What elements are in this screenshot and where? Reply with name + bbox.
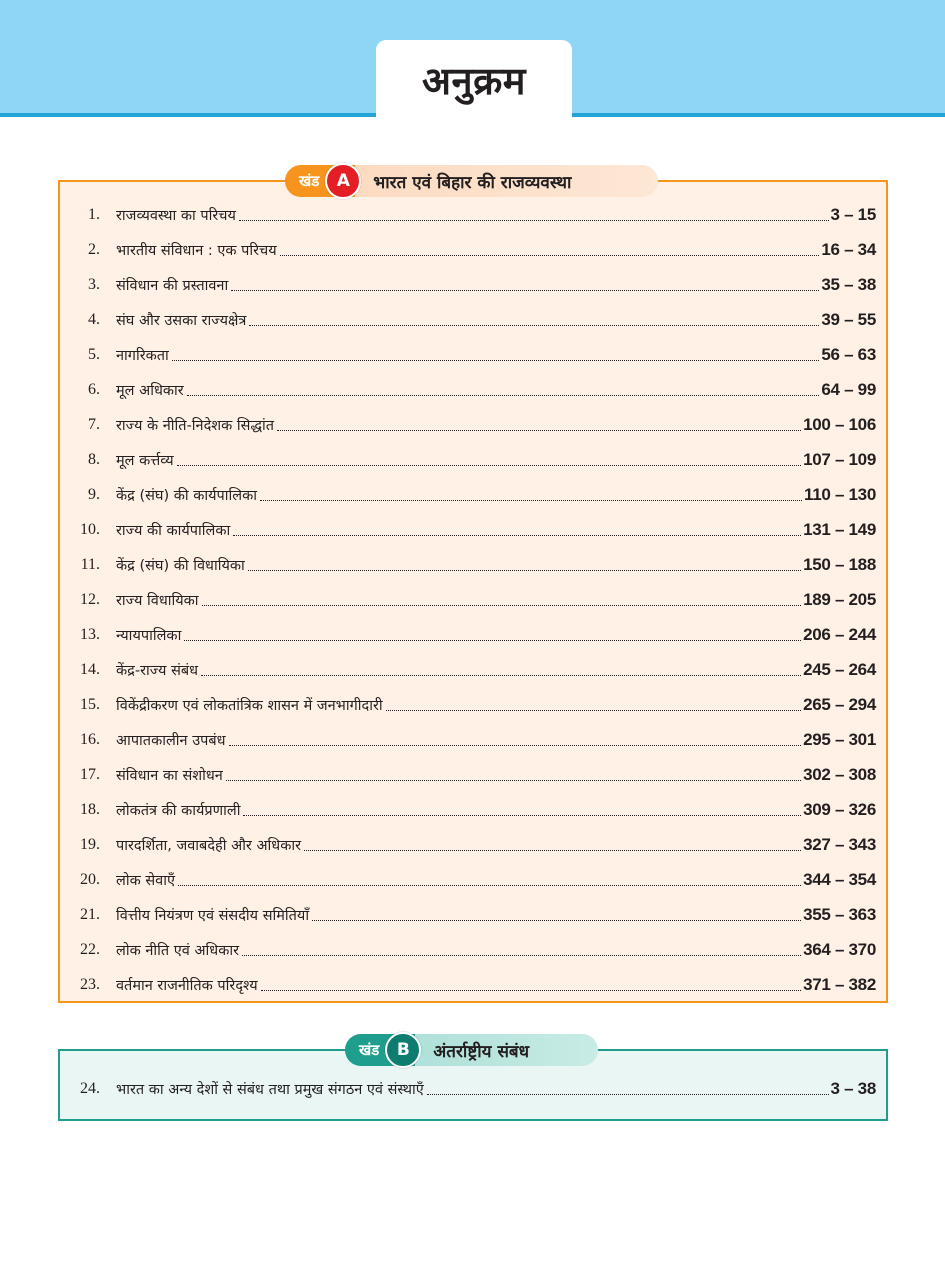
toc-entry-pages: 3 – 15 (830, 204, 876, 224)
toc-entry[interactable] (60, 862, 886, 897)
toc-entry[interactable] (60, 302, 886, 337)
toc-entry[interactable] (60, 512, 886, 547)
toc-entry-number: 4. (88, 310, 100, 328)
toc-entry-number: 15. (80, 695, 100, 713)
toc-entry-pages: 150 – 188 (803, 554, 876, 574)
section-b-header (345, 1034, 598, 1066)
section-a-header (285, 165, 658, 197)
toc-entry-title: भारतीय संविधान : एक परिचय (116, 242, 277, 259)
dot-leader (202, 605, 802, 606)
toc-entry-number: 23. (80, 975, 100, 993)
toc-entry[interactable] (60, 617, 886, 652)
toc-entry-pages: 100 – 106 (803, 414, 876, 434)
toc-entry-number: 16. (80, 730, 100, 748)
section-b-letter-badge: B (385, 1032, 421, 1068)
page-title: अनुक्रम (421, 59, 527, 103)
toc-entry-title: केंद्र (संघ) की कार्यपालिका (116, 487, 258, 504)
toc-entry[interactable] (60, 547, 886, 582)
toc-entry-title: लोकतंत्र की कार्यप्रणाली (116, 802, 241, 819)
dot-leader (304, 850, 801, 851)
toc-entry-pages: 3 – 38 (830, 1078, 876, 1098)
toc-entry[interactable] (60, 652, 886, 687)
toc-entry[interactable] (60, 267, 886, 302)
toc-entry-pages: 245 – 264 (803, 659, 876, 679)
dot-leader (187, 395, 820, 396)
toc-entry-pages: 131 – 149 (803, 519, 876, 539)
toc-entry-number: 7. (88, 415, 100, 433)
toc-entry-title: न्यायपालिका (116, 627, 182, 644)
toc-entry-number: 20. (80, 870, 100, 888)
toc-entry-number: 1. (88, 205, 100, 223)
toc-entry[interactable] (60, 337, 886, 372)
toc-entry-pages: 364 – 370 (803, 939, 876, 959)
toc-entry-title: आपातकालीन उपबंध (116, 732, 226, 749)
toc-entry-title: मूल अधिकार (116, 382, 184, 399)
section-b-khand-label: खंड (345, 1034, 415, 1066)
toc-entry-pages: 265 – 294 (803, 694, 876, 714)
toc-entry[interactable] (60, 897, 886, 932)
dot-leader (280, 255, 820, 256)
dot-leader (277, 430, 801, 431)
toc-entry-title: राजव्यवस्था का परिचय (116, 207, 236, 224)
toc-entry-number: 11. (80, 555, 100, 573)
section-a-letter-badge: A (325, 163, 361, 199)
dot-leader (248, 570, 801, 571)
dot-leader (226, 780, 801, 781)
dot-leader (242, 955, 801, 956)
toc-entry-pages: 107 – 109 (803, 449, 876, 469)
toc-entry-pages: 16 – 34 (821, 239, 876, 259)
toc-entry-pages: 189 – 205 (803, 589, 876, 609)
toc-entry-number: 22. (80, 940, 100, 958)
toc-entry-number: 12. (80, 590, 100, 608)
toc-entry-pages: 302 – 308 (803, 764, 876, 784)
toc-entry-number: 3. (88, 275, 100, 293)
toc-entry-title: भारत का अन्य देशों से संबंध तथा प्रमुख संगठन एवं संस्थाएँ (116, 1081, 424, 1098)
toc-entry-title: लोक सेवाएँ (116, 872, 175, 889)
dot-leader (229, 745, 801, 746)
dot-leader (233, 535, 801, 536)
dot-leader (427, 1094, 829, 1095)
toc-entry-pages: 110 – 130 (804, 484, 876, 504)
toc-entry-number: 8. (88, 450, 100, 468)
toc-entry-title: राज्य विधायिका (116, 592, 199, 609)
toc-entry-number: 5. (88, 345, 100, 363)
toc-entry-title: वर्तमान राजनीतिक परिदृश्य (116, 977, 258, 994)
toc-entry-title: विकेंद्रीकरण एवं लोकतांत्रिक शासन में जनभागीदारी (116, 697, 383, 714)
toc-entry-number: 2. (88, 240, 100, 258)
dot-leader (177, 465, 801, 466)
toc-entry[interactable] (60, 1071, 886, 1106)
toc-entry[interactable] (60, 582, 886, 617)
title-tab (376, 40, 572, 122)
toc-entry[interactable] (60, 477, 886, 512)
section-b-title: अंतर्राष्ट्रीय संबंध (433, 1041, 530, 1062)
toc-entry-number: 14. (80, 660, 100, 678)
toc-entry-number: 13. (80, 625, 100, 643)
toc-entry[interactable] (60, 827, 886, 862)
toc-entry-pages: 371 – 382 (803, 974, 876, 994)
dot-leader (178, 885, 801, 886)
toc-entry-title: मूल कर्त्तव्य (116, 452, 174, 469)
toc-entry[interactable] (60, 792, 886, 827)
toc-entry[interactable] (60, 232, 886, 267)
dot-leader (386, 710, 801, 711)
toc-entry-title: लोक नीति एवं अधिकार (116, 942, 240, 959)
toc-entry-pages: 35 – 38 (821, 274, 876, 294)
toc-entry-pages: 295 – 301 (803, 729, 876, 749)
toc-entry-number: 19. (80, 835, 100, 853)
toc-entry-pages: 39 – 55 (821, 309, 876, 329)
toc-entry-number: 21. (80, 905, 100, 923)
dot-leader (201, 675, 801, 676)
toc-entry-number: 24. (80, 1079, 100, 1097)
toc-entry-pages: 64 – 99 (821, 379, 876, 399)
section-a-khand-label: खंड (285, 165, 355, 197)
dot-leader (260, 500, 802, 501)
toc-entry-title: वित्तीय नियंत्रण एवं संसदीय समितियाँ (116, 907, 310, 924)
toc-entry[interactable] (60, 442, 886, 477)
dot-leader (172, 360, 820, 361)
toc-entry[interactable] (60, 932, 886, 967)
toc-entry-title: पारदर्शिता, जवाबदेही और अधिकार (116, 837, 302, 854)
dot-leader (243, 815, 801, 816)
toc-entry-pages: 56 – 63 (821, 344, 876, 364)
toc-entry-pages: 344 – 354 (803, 869, 876, 889)
toc-entry-number: 10. (80, 520, 100, 538)
toc-entry[interactable] (60, 757, 886, 792)
toc-entry-title: राज्य के नीति-निदेशक सिद्धांत (116, 417, 275, 434)
toc-entry-title: संघ और उसका राज्यक्षेत्र (116, 312, 247, 329)
toc-entry-title: केंद्र (संघ) की विधायिका (116, 557, 245, 574)
toc-entry-title: नागरिकता (116, 347, 169, 364)
dot-leader (239, 220, 829, 221)
toc-entry-pages: 309 – 326 (803, 799, 876, 819)
toc-entry[interactable] (60, 197, 886, 232)
dot-leader (312, 920, 801, 921)
toc-entry-title: संविधान की प्रस्तावना (116, 277, 229, 294)
section-a-title: भारत एवं बिहार की राजव्यवस्था (373, 172, 572, 193)
toc-entry-title: राज्य की कार्यपालिका (116, 522, 231, 539)
toc-entry-number: 6. (88, 380, 100, 398)
toc-entry[interactable] (60, 967, 886, 1002)
toc-entry-number: 9. (88, 485, 100, 503)
toc-entry-pages: 206 – 244 (803, 624, 876, 644)
dot-leader (249, 325, 819, 326)
toc-entry-title: केंद्र-राज्य संबंध (116, 662, 199, 679)
toc-entry-number: 18. (80, 800, 100, 818)
toc-entry-title: संविधान का संशोधन (116, 767, 223, 784)
dot-leader (261, 990, 801, 991)
toc-entry-pages: 355 – 363 (803, 904, 876, 924)
dot-leader (231, 290, 819, 291)
toc-entry[interactable] (60, 722, 886, 757)
toc-entry-number: 17. (80, 765, 100, 783)
dot-leader (184, 640, 801, 641)
toc-entry-pages: 327 – 343 (803, 834, 876, 854)
toc-entry[interactable] (60, 372, 886, 407)
toc-entry[interactable] (60, 687, 886, 722)
toc-entry[interactable] (60, 407, 886, 442)
